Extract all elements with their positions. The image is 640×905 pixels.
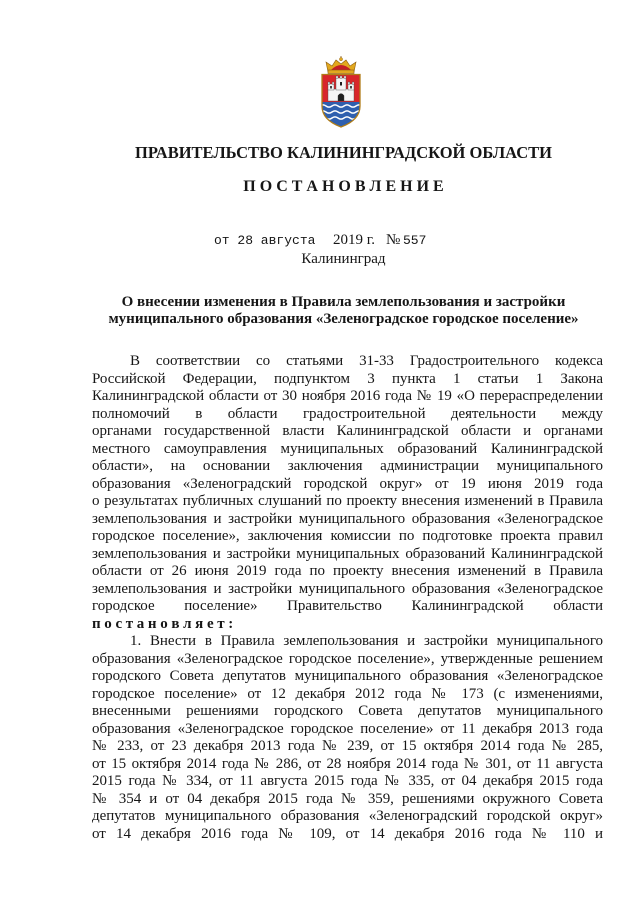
body-paragraph-2 xyxy=(92,633,603,843)
body-line: органами государственной власти Калининградской области и органами xyxy=(92,423,603,439)
coat-of-arms-icon xyxy=(318,56,364,128)
body-line: землепользования и застройки муниципального образования «Зеленоградское xyxy=(92,580,603,597)
body-line: землепользования и застройки муниципального образования «Зеленоградское xyxy=(92,510,603,527)
body-line: образования «Зеленоградский городской округ» от 19 июня 2019 года xyxy=(92,475,603,492)
document-type: П О С Т А Н О В Л Е Н И Е xyxy=(243,178,444,195)
body-line: 2015 года № 334, от 11 августа 2015 года № 335, от 04 декабря 2015 года xyxy=(92,773,603,789)
resolution-word: п о с т а н о в л я е т : xyxy=(92,615,234,632)
body-line: местного самоуправления муниципальных образований Калининградской xyxy=(92,440,603,457)
body-line: от 14 декабря 2016 года № 109, от 14 декабря 2016 года № 110 и xyxy=(92,825,603,842)
body-line: городское поселение» от 12 декабря 2012 года № 173 (с изменениями, xyxy=(92,685,603,702)
body-line: № 233, от 23 декабря 2013 года № 239, от 15 октября 2014 года № 285, xyxy=(92,738,603,754)
body-line: депутатов муниципального образования «Зеленоградский городской округ» xyxy=(92,808,603,824)
title-line: О внесении изменения в Правила землепользования и застройки xyxy=(121,294,566,310)
body-line: 1. Внести в Правила землепользования и застройки муниципального xyxy=(130,633,603,649)
decree-number: 557 xyxy=(403,233,427,248)
body-line: Калининградской области от 30 ноября 2016 года № 19 «О перераспределении xyxy=(92,388,603,404)
body-line: № 354 и от 04 декабря 2015 года № 359, решениями окружного Совета xyxy=(92,790,603,807)
number-sign: № xyxy=(386,232,401,248)
body-line: землепользования и застройки муниципальных образований Калининградской xyxy=(92,545,603,562)
body-line: В соответствии со статьями 31-33 Градостроительного кодекса xyxy=(130,353,603,369)
body-line: внесенными решениями городского Совета депутатов муниципального xyxy=(92,703,603,719)
title-line: муниципального образования «Зеленоградское городское поселение» xyxy=(108,310,579,327)
body-paragraph-1 xyxy=(92,353,603,616)
body-line: городского Совета депутатов муниципального образования «Зеленоградское xyxy=(92,668,603,684)
body-line: от 15 октября 2014 года № 286, от 28 ноября 2014 года № 301, от 11 августа xyxy=(92,755,603,772)
issuer-name: ПРАВИТЕЛЬСТВО КАЛИНИНГРАДСКОЙ ОБЛАСТИ xyxy=(134,143,552,162)
body-line: о результатах публичных слушаний по проекту внесения изменений в Правила xyxy=(92,493,603,509)
body-line: городское поселение» Правительство Калининградской области xyxy=(92,598,603,614)
city-name: Калининград xyxy=(301,251,386,267)
body-line: области от 26 июня 2019 года по проекту внесения изменений в Правила xyxy=(92,563,603,579)
body-line: образования «Зеленоградское городское поселение», утвержденные решением xyxy=(92,650,603,667)
body-line: области», на основании заключения администрации муниципального xyxy=(92,458,603,474)
body-line: образования «Зеленоградское городское поселение» от 11 декабря 2013 года xyxy=(92,720,603,737)
crown-icon xyxy=(326,56,356,74)
decree-title xyxy=(88,294,599,327)
decree-date: от 28 августа xyxy=(214,233,316,248)
decree-year: 2019 г. xyxy=(333,232,375,248)
body-line: городское поселение», заключения комиссии по подготовке проекта правил xyxy=(92,528,603,544)
body-line: полномочий в области градостроительной деятельности между xyxy=(92,405,603,422)
decree-body xyxy=(92,353,603,843)
body-line: Российской Федерации, подпунктом 3 пункта 1 статьи 1 Закона xyxy=(92,370,603,387)
